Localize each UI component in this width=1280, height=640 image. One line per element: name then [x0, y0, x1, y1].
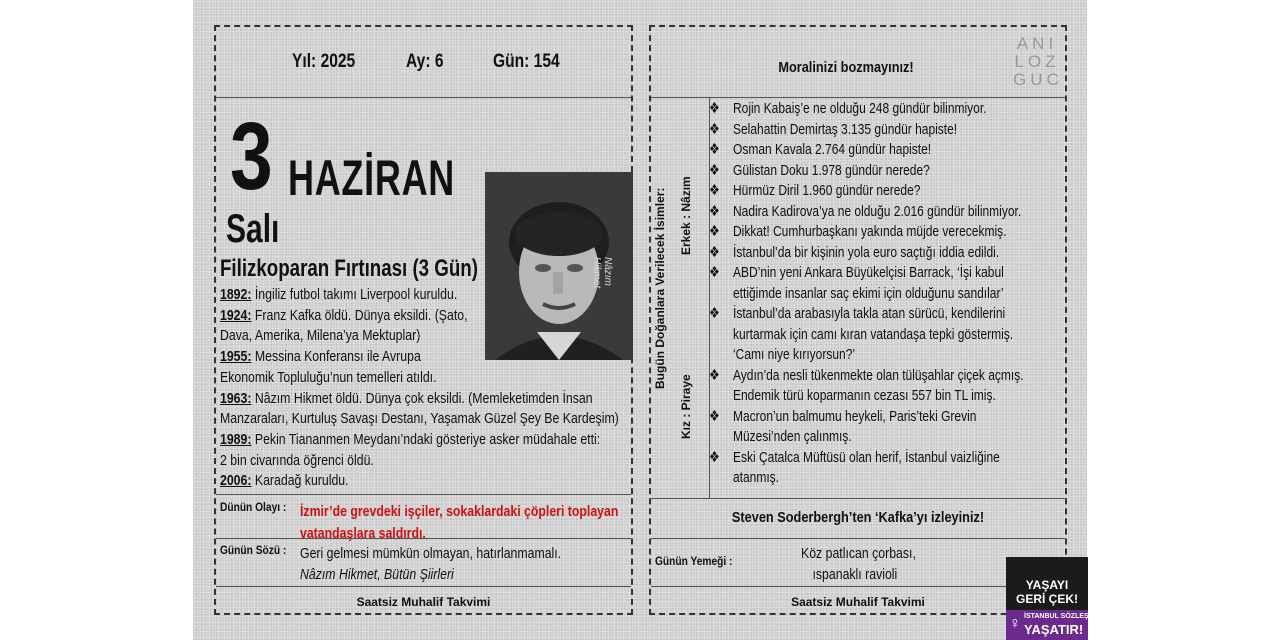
event-line	[220, 285, 630, 306]
diamond-bullet-icon: ❖	[709, 448, 720, 466]
list-item: ❖ Rojin Kabaiş’e ne olduğu 248 gündür bilinmiyor.	[709, 99, 1045, 120]
diamond-bullet-icon: ❖	[709, 202, 720, 220]
diamond-bullet-icon: ❖	[709, 161, 720, 179]
event-of-day-line: İzmir’de grevdeki işçiler, sokaklardaki çöpleri toplayan	[300, 503, 619, 520]
female-symbol-icon: ♀	[1009, 615, 1021, 632]
event-line: Manzaraları, Kurtuluş Savaşı Destanı, Yaşamak Güzel Şey Be Kardeşim)	[220, 410, 619, 428]
badge-line: GERİ ÇEK!	[1015, 592, 1078, 606]
campaign-badge	[1006, 557, 1106, 640]
logo-line: LOZ	[1014, 52, 1060, 71]
event-of-day-line: vatandaşlara saldırdı.	[300, 525, 426, 542]
quote-label: Günün Sözü :	[220, 543, 287, 557]
diamond-bullet-icon: ❖	[709, 223, 720, 240]
event-line	[220, 389, 630, 410]
event-year: 1989:	[220, 430, 252, 448]
list-item: ❖ Aydın’da nesli tükenmekte olan tülüşahlar çiçek açmış. Endemik türü koparmanın cezası 557 bin TL imiş.	[709, 366, 1024, 404]
meal-line: ıspanaklı ravioli	[812, 566, 898, 583]
diamond-bullet-icon: ❖	[709, 120, 720, 138]
event-text: Nâzım Hikmet öldü. Dünya çok eksildi. (Memleketimden İnsan	[251, 389, 593, 407]
meal-line: Köz patlıcan çorbası,	[801, 545, 916, 562]
diamond-bullet-icon: ❖	[709, 100, 720, 117]
meal	[801, 543, 916, 585]
logo-line: GUC	[1013, 70, 1063, 89]
diamond-bullet-icon: ❖	[709, 366, 720, 384]
list-item: ❖ İstanbul’da bir kişinin yola euro saçtığı iddia edildi.	[709, 243, 1045, 264]
divider	[651, 97, 1065, 98]
divider	[216, 494, 631, 495]
badge-line: İSTANBUL SÖZLEŞMESİ	[1024, 613, 1106, 620]
badge-line: YAŞATIR!	[1024, 622, 1084, 637]
storm-title: Filizkoparan Fırtınası (3 Gün)	[220, 255, 478, 282]
diamond-bullet-icon: ❖	[709, 182, 720, 199]
quote-text: Geri gelmesi mümkün olmayan, hatırlanmamalı.	[300, 545, 562, 562]
female-name: Kız : Piraye	[679, 374, 693, 439]
diamond-bullet-icon: ❖	[709, 305, 720, 322]
event-text: Karadağ kuruldu.	[251, 472, 349, 490]
weekday: Salı	[226, 207, 280, 251]
left-panel	[214, 25, 633, 615]
divider	[651, 498, 1065, 499]
event-text: Messina Konferansı ile Avrupa	[251, 348, 421, 366]
list-item: ❖ Macron’un balmumu heykeli, Paris’teki Grevin Müzesi’nden çalınmış.	[709, 407, 977, 445]
event-line	[220, 430, 630, 451]
event-line: 2 bin civarında öğrenci öldü.	[220, 451, 374, 469]
right-footer: Saatsiz Muhalif Takvimi	[791, 595, 925, 609]
list-item: ❖ Hürmüz Diril 1.960 gündür nerede?	[709, 181, 1045, 202]
divider	[216, 538, 631, 539]
event-year: 1892:	[220, 286, 252, 303]
event-text: Pekin Tiananmen Meydanı’ndaki gösteriye asker müdahale etti:	[251, 430, 601, 448]
list-item: ❖ İstanbul’da arabasıyla takla atan sürücü, kendilerini kurtarmak için camı kıran vatandaşa tepki göstermiş. ‘Camı niye kırıyorsun?’	[709, 305, 1014, 363]
badge-strip	[1006, 610, 1106, 640]
list-item: ❖ Nadira Kadirova’ya ne olduğu 2.016 gündür bilinmiyor.	[709, 202, 1045, 223]
list-item: ❖ Selahattin Demirtaş 3.135 gündür hapiste!	[709, 120, 1045, 141]
logo-line: ANI	[1016, 34, 1058, 53]
event-year: 1955:	[220, 348, 252, 366]
event-text: İngiliz futbol takımı Liverpool kuruldu.	[251, 286, 458, 303]
diamond-bullet-icon: ❖	[709, 264, 720, 281]
diamond-bullet-icon: ❖	[709, 243, 720, 261]
event-text: Franz Kafka öldü. Dünya eksildi. (Şato,	[251, 306, 468, 324]
diamond-bullet-icon: ❖	[709, 141, 720, 158]
divider	[651, 538, 1065, 539]
list-item: ❖ Eski Çatalca Müftüsü olan herif, İstanbul vaizliğine atanmış.	[709, 448, 1000, 486]
event-line: Dava, Amerika, Milena’ya Mektuplar)	[220, 327, 421, 345]
history-events	[220, 285, 630, 492]
event-year: 2006:	[220, 472, 252, 490]
year-label: Yıl: 2025	[292, 51, 356, 72]
calendar-sheet	[193, 0, 1087, 640]
event-line	[220, 306, 630, 327]
list-item: ❖ Gülistan Doku 1.978 gündür nerede?	[709, 161, 1045, 182]
aniloz-logo	[1013, 35, 1061, 89]
event-year: 1963:	[220, 389, 252, 407]
list-item: ❖ Osman Kavala 2.764 gündür hapiste!	[709, 140, 1045, 161]
day-number: 3	[230, 103, 273, 210]
list-item: ❖ ABD’nin yeni Ankara Büyükelçisi Barrack, ‘İşi kabul ettiğimde insanlar saç ekimi için olduğunu sandılar’	[709, 264, 1004, 302]
quote	[300, 543, 561, 585]
left-footer: Saatsiz Muhalif Takvimi	[356, 595, 491, 609]
month-label: Ay: 6	[406, 51, 444, 72]
event-year: 1924:	[220, 306, 252, 324]
photo-caption: Nâzım Hikmet	[591, 257, 613, 289]
list-item: ❖ Dikkat! Cumhurbaşkanı yakında müjde verecekmiş.	[709, 222, 1045, 243]
event-of-day-label: Dünün Olayı :	[220, 500, 287, 514]
names-title: Bugün Doğanlara Verilecek İsimler:	[653, 187, 667, 389]
divider	[216, 97, 631, 98]
divider	[216, 586, 631, 587]
badge-line: YAŞAYI	[1025, 578, 1069, 592]
header-message: Moralinizi bozmayınız!	[778, 59, 914, 76]
male-name: Erkek : Nâzım	[679, 176, 693, 255]
day-of-year-label: Gün: 154	[493, 51, 560, 72]
meal-label: Günün Yemeği :	[655, 554, 733, 568]
movie-recommendation: Steven Soderbergh’ten ‘Kafka’yı izleyiniz!	[731, 509, 985, 526]
event-line: Ekonomik Topluluğu’nun temelleri atıldı.	[220, 368, 437, 386]
news-list	[709, 99, 1045, 489]
diamond-bullet-icon: ❖	[709, 407, 720, 425]
divider	[651, 586, 1065, 587]
event-line	[220, 471, 630, 492]
right-panel	[649, 25, 1067, 615]
event-line	[220, 347, 630, 368]
month-name: HAZİRAN	[288, 150, 456, 206]
quote-source: Nâzım Hikmet, Bütün Şiirleri	[300, 566, 454, 583]
